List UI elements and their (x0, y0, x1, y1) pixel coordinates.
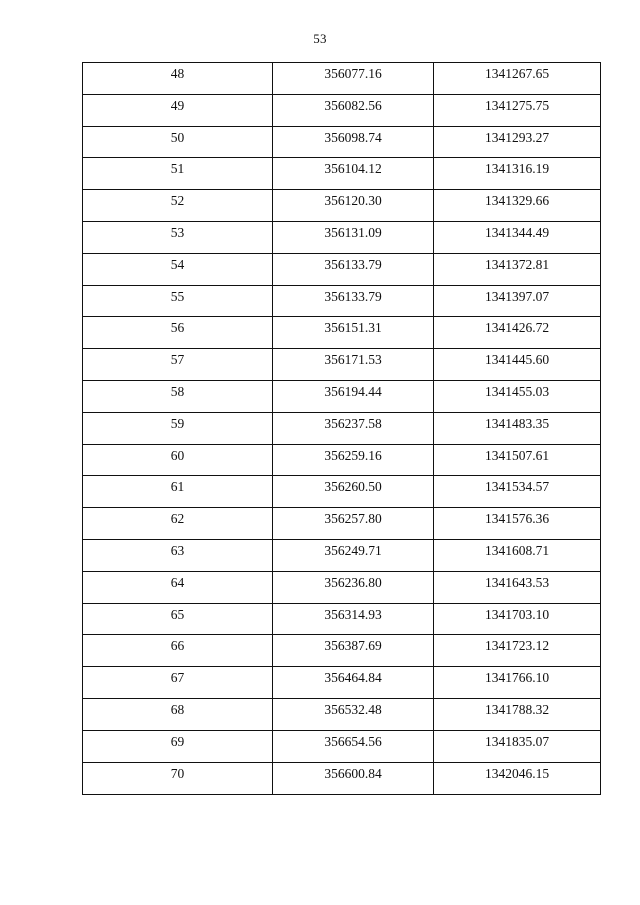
point-number-cell: 64 (83, 571, 273, 603)
point-number-cell: 56 (83, 317, 273, 349)
table-row (83, 63, 601, 95)
table-row (83, 253, 601, 285)
point-number-cell: 59 (83, 412, 273, 444)
table-row (83, 698, 601, 730)
x-coordinate-cell: 356236.80 (273, 571, 434, 603)
y-coordinate-cell: 1341534.57 (434, 476, 601, 508)
x-coordinate-cell: 356151.31 (273, 317, 434, 349)
point-number-cell: 68 (83, 698, 273, 730)
y-coordinate-cell: 1341344.49 (434, 221, 601, 253)
table-row (83, 412, 601, 444)
point-number-cell: 62 (83, 508, 273, 540)
point-number-cell: 70 (83, 762, 273, 795)
x-coordinate-cell: 356249.71 (273, 539, 434, 571)
point-number-cell: 67 (83, 667, 273, 699)
table-row (83, 380, 601, 412)
y-coordinate-cell: 1341766.10 (434, 667, 601, 699)
y-coordinate-cell: 1341445.60 (434, 349, 601, 381)
x-coordinate-cell: 356133.79 (273, 253, 434, 285)
x-coordinate-cell: 356131.09 (273, 221, 434, 253)
page-number: 53 (313, 31, 327, 46)
point-number-cell: 51 (83, 158, 273, 190)
table-row (83, 190, 601, 222)
point-number-cell: 53 (83, 221, 273, 253)
point-number-cell: 69 (83, 730, 273, 762)
table-row (83, 94, 601, 126)
table-row (83, 508, 601, 540)
y-coordinate-cell: 1341293.27 (434, 126, 601, 158)
x-coordinate-cell: 356464.84 (273, 667, 434, 699)
x-coordinate-cell: 356194.44 (273, 380, 434, 412)
table-row (83, 603, 601, 635)
table-row (83, 158, 601, 190)
x-coordinate-cell: 356532.48 (273, 698, 434, 730)
x-coordinate-cell: 356120.30 (273, 190, 434, 222)
table-row (83, 730, 601, 762)
x-coordinate-cell: 356387.69 (273, 635, 434, 667)
x-coordinate-cell: 356314.93 (273, 603, 434, 635)
table-row (83, 571, 601, 603)
y-coordinate-cell: 1341608.71 (434, 539, 601, 571)
point-number-cell: 65 (83, 603, 273, 635)
x-coordinate-cell: 356654.56 (273, 730, 434, 762)
y-coordinate-cell: 1341372.81 (434, 253, 601, 285)
y-coordinate-cell: 1341835.07 (434, 730, 601, 762)
y-coordinate-cell: 1341267.65 (434, 63, 601, 95)
point-number-cell: 49 (83, 94, 273, 126)
table-row (83, 667, 601, 699)
y-coordinate-cell: 1341397.07 (434, 285, 601, 317)
x-coordinate-cell: 356171.53 (273, 349, 434, 381)
y-coordinate-cell: 1341788.32 (434, 698, 601, 730)
x-coordinate-cell: 356077.16 (273, 63, 434, 95)
x-coordinate-cell: 356082.56 (273, 94, 434, 126)
x-coordinate-cell: 356260.50 (273, 476, 434, 508)
point-number-cell: 66 (83, 635, 273, 667)
table-row (83, 635, 601, 667)
coordinates-table (82, 62, 601, 795)
point-number-cell: 61 (83, 476, 273, 508)
point-number-cell: 57 (83, 349, 273, 381)
y-coordinate-cell: 1341483.35 (434, 412, 601, 444)
y-coordinate-cell: 1341576.36 (434, 508, 601, 540)
y-coordinate-cell: 1341507.61 (434, 444, 601, 476)
y-coordinate-cell: 1341329.66 (434, 190, 601, 222)
point-number-cell: 48 (83, 63, 273, 95)
coordinates-table-body (83, 63, 601, 795)
y-coordinate-cell: 1341723.12 (434, 635, 601, 667)
table-row (83, 476, 601, 508)
point-number-cell: 60 (83, 444, 273, 476)
x-coordinate-cell: 356104.12 (273, 158, 434, 190)
table-row (83, 444, 601, 476)
table-row (83, 126, 601, 158)
point-number-cell: 52 (83, 190, 273, 222)
x-coordinate-cell: 356257.80 (273, 508, 434, 540)
table-row (83, 539, 601, 571)
table-row (83, 285, 601, 317)
y-coordinate-cell: 1341426.72 (434, 317, 601, 349)
point-number-cell: 55 (83, 285, 273, 317)
point-number-cell: 50 (83, 126, 273, 158)
y-coordinate-cell: 1342046.15 (434, 762, 601, 795)
x-coordinate-cell: 356237.58 (273, 412, 434, 444)
y-coordinate-cell: 1341316.19 (434, 158, 601, 190)
point-number-cell: 63 (83, 539, 273, 571)
x-coordinate-cell: 356098.74 (273, 126, 434, 158)
table-row (83, 221, 601, 253)
y-coordinate-cell: 1341275.75 (434, 94, 601, 126)
y-coordinate-cell: 1341703.10 (434, 603, 601, 635)
table-row (83, 349, 601, 381)
y-coordinate-cell: 1341455.03 (434, 380, 601, 412)
point-number-cell: 58 (83, 380, 273, 412)
table-row (83, 317, 601, 349)
table-row (83, 762, 601, 795)
x-coordinate-cell: 356133.79 (273, 285, 434, 317)
x-coordinate-cell: 356259.16 (273, 444, 434, 476)
x-coordinate-cell: 356600.84 (273, 762, 434, 795)
y-coordinate-cell: 1341643.53 (434, 571, 601, 603)
point-number-cell: 54 (83, 253, 273, 285)
